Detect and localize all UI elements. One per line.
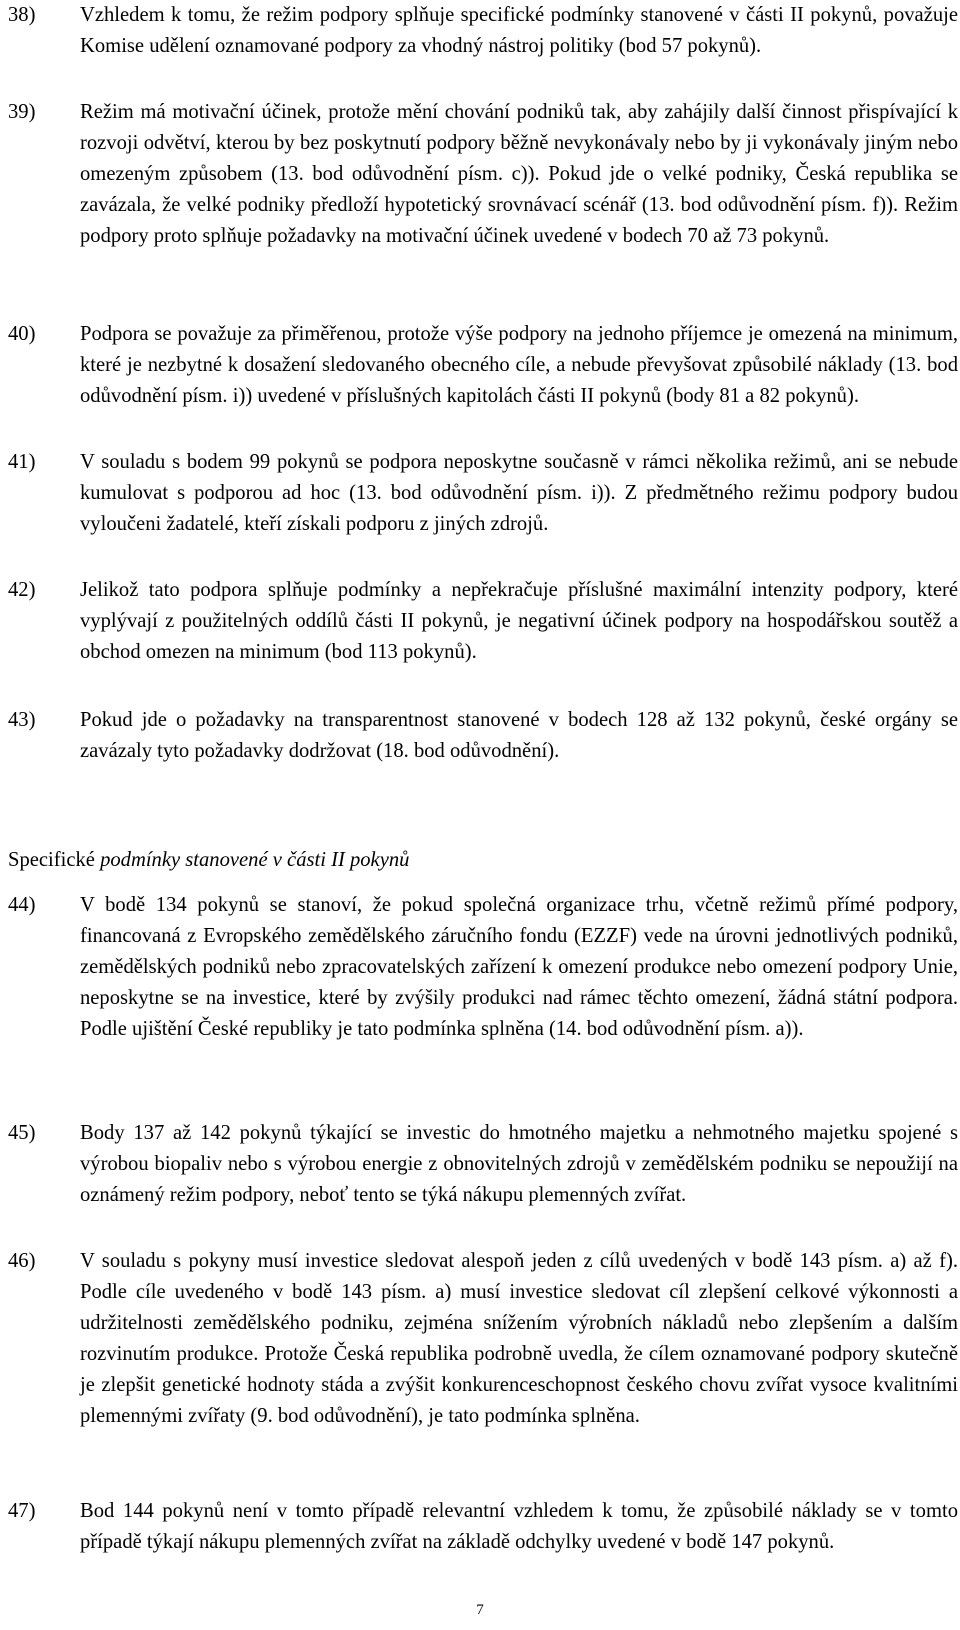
- paragraph-39: [8, 97, 958, 252]
- paragraph-number: 47): [8, 1500, 36, 1522]
- paragraph-number: 42): [8, 579, 36, 601]
- paragraph-number: 46): [8, 1250, 36, 1272]
- paragraph-text: Podpora se považuje za přiměřenou, protože výše podpory na jednoho příjemce je omezená na minimum, které je nezbytné k dosažení sledovaného obecného cíle, a nebude převyšovat způsobilé náklady (13. bod odůvodnění písm. i)) uvedené v příslušných kapitolách části II pokynů (body 81 a 82 pokynů).: [80, 323, 958, 407]
- paragraph-number: 39): [8, 101, 36, 123]
- paragraph-44: [8, 890, 958, 1045]
- page-number: 7: [476, 1602, 484, 1618]
- paragraph-text: V bodě 134 pokynů se stanoví, že pokud společná organizace trhu, včetně režimů přímé podpory, financovaná z Evropského zemědělského záručního fondu (EZZF) vede na úrovni jednotlivých podniků, zemědělských podniků nebo zpracovatelských zařízení k omezení produkce nebo omezení podpory Unie, neposkytne se na investice, které by zvýšily produkci nad rámec těchto omezení, žádná státní podpora. Podle ujištění České republiky je tato podmínka splněna (14. bod odůvodnění písm. a)).: [80, 894, 958, 1040]
- paragraph-text: Pokud jde o požadavky na transparentnost stanovené v bodech 128 až 132 pokynů, české orgány se zavázaly tyto požadavky dodržovat (18. bod odůvodnění).: [80, 709, 958, 762]
- paragraph-number: 45): [8, 1122, 36, 1144]
- paragraph-46: [8, 1246, 958, 1432]
- paragraph-number: 41): [8, 451, 36, 473]
- paragraph-45: [8, 1118, 958, 1211]
- paragraph-text: Bod 144 pokynů není v tomto případě relevantní vzhledem k tomu, že způsobilé náklady se v tomto případě týkají nákupu plemenných zvířat na základě odchylky uvedené v bodě 147 pokynů.: [80, 1500, 958, 1553]
- paragraph-41: [8, 447, 958, 540]
- paragraph-40: [8, 319, 958, 412]
- paragraph-number: 38): [8, 4, 36, 26]
- paragraph-43: [8, 705, 958, 767]
- paragraph-47: [8, 1496, 958, 1558]
- section-heading-prefix: Specifické: [8, 849, 101, 871]
- section-heading-italic: podmínky stanovené v části II pokynů: [100, 849, 410, 871]
- paragraph-number: 44): [8, 894, 36, 916]
- paragraph-text: Režim má motivační účinek, protože mění chování podniků tak, aby zahájily další činnost přispívající k rozvoji odvětví, kterou by bez poskytnutí podpory běžně nevykonávaly nebo by ji vykonávaly jiným nebo omezeným způsobem (13. bod odůvodnění písm. c)). Pokud jde o velké podniky, Česká republika se zavázala, že velké podniky předloží hypotetický srovnávací scénář (13. bod odůvodnění písm. f)). Režim podpory proto splňuje požadavky na motivační účinek uvedené v bodech 70 až 73 pokynů.: [80, 101, 958, 247]
- paragraph-text: Body 137 až 142 pokynů týkající se investic do hmotného majetku a nehmotného majetku spojené s výrobou biopaliv nebo s výrobou energie z obnovitelných zdrojů v zemědělském podniku se nepoužijí na oznámený režim podpory, neboť tento se týká nákupu plemenných zvířat.: [80, 1122, 958, 1206]
- paragraph-text: V souladu s pokyny musí investice sledovat alespoň jeden z cílů uvedených v bodě 143 písm. a) až f). Podle cíle uvedeného v bodě 143 písm. a) musí investice sledovat cíl zlepšení celkové výkonnosti a udržitelnosti zemědělského podniku, zejména snížením výrobních nákladů nebo zlepšením a dalším rozvinutím produkce. Protože Česká republika podrobně uvedla, že cílem oznamované podpory skutečně je zlepšit genetické hodnoty stáda a zvýšit konkurenceschopnost českého chovu zvířat vysoce kvalitními plemennými zvířaty (9. bod odůvodnění), je tato podmínka splněna.: [80, 1250, 958, 1427]
- paragraph-number: 43): [8, 709, 36, 731]
- paragraph-text: Jelikož tato podpora splňuje podmínky a nepřekračuje příslušné maximální intenzity podpory, které vyplývají z použitelných oddílů části II pokynů, je negativní účinek podpory na hospodářskou soutěž a obchod omezen na minimum (bod 113 pokynů).: [80, 579, 958, 663]
- paragraph-text: V souladu s bodem 99 pokynů se podpora neposkytne současně v rámci několika režimů, ani se nebude kumulovat s podporou ad hoc (13. bod odůvodnění písm. i)). Z předmětného režimu podpory budou vyloučeni žadatelé, kteří získali podporu z jiných zdrojů.: [80, 451, 958, 535]
- paragraph-38: [8, 0, 958, 62]
- paragraph-number: 40): [8, 323, 36, 345]
- paragraph-42: [8, 575, 958, 668]
- paragraph-text: Vzhledem k tomu, že režim podpory splňuje specifické podmínky stanovené v části II pokynů, považuje Komise udělení oznamované podpory za vhodný nástroj politiky (bod 57 pokynů).: [80, 4, 958, 57]
- section-heading: [8, 845, 958, 876]
